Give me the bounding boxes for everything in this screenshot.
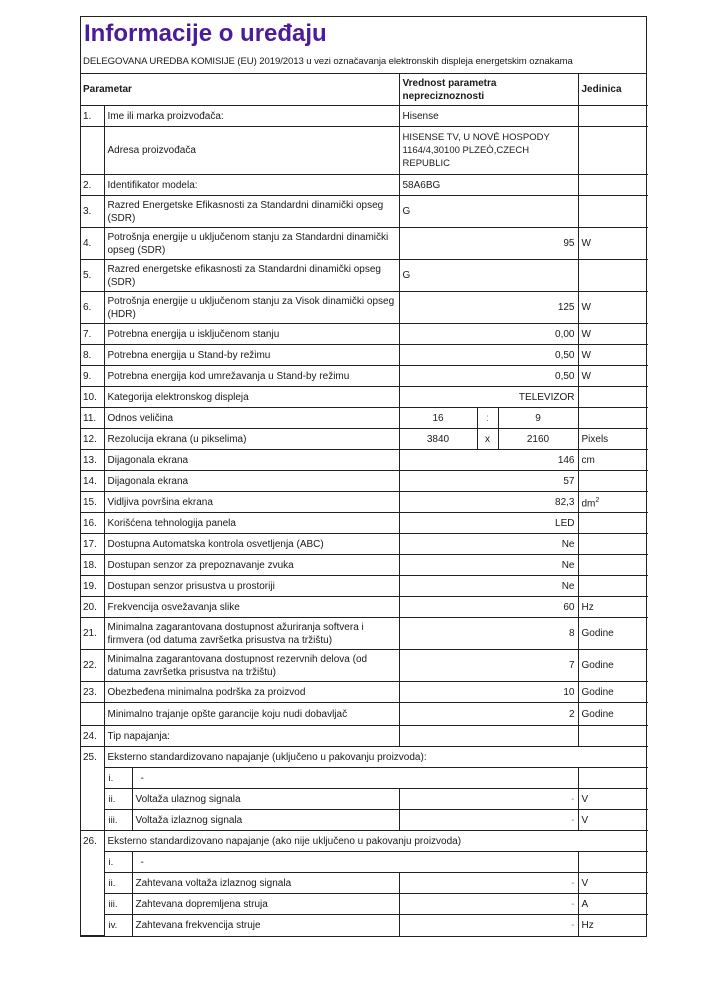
table-row: [81, 597, 648, 618]
row-value: 125: [399, 292, 578, 324]
row-label: Potrebna energija u isključenom stanju: [104, 324, 399, 345]
table-row: [81, 175, 648, 196]
item-unit: V: [578, 810, 648, 831]
row-value: 0,00: [399, 324, 578, 345]
row-unit: Godine: [578, 650, 648, 682]
table-row: [81, 292, 648, 324]
table-row: [81, 260, 648, 292]
row-number: 17.: [81, 534, 104, 555]
item-label: -: [132, 768, 578, 789]
table-row: [81, 492, 648, 513]
table-row: [81, 534, 648, 555]
item-number: iii.: [104, 810, 132, 831]
section-26-item: [81, 852, 648, 873]
row-value: 57: [399, 471, 578, 492]
row-unit: cm: [578, 450, 648, 471]
table-row: [81, 106, 648, 127]
section-26-item: [81, 915, 648, 936]
item-value: -: [399, 873, 578, 894]
row-value: 58A6BG: [399, 175, 578, 196]
row-unit: Godine: [578, 682, 648, 703]
item-number: iii.: [104, 894, 132, 915]
row-value: 2: [399, 703, 578, 726]
item-unit: Hz: [578, 915, 648, 936]
row-value: 146: [399, 450, 578, 471]
resolution-width: 3840: [399, 429, 477, 450]
item-label: Zahtevana dopremljena struja: [132, 894, 399, 915]
item-number: ii.: [104, 789, 132, 810]
row-label: Adresa proizvođača: [104, 127, 399, 175]
row-unit: [578, 408, 648, 429]
row-unit: W: [578, 366, 648, 387]
row-unit: [578, 555, 648, 576]
page-title: Informacije o uređaju: [84, 20, 327, 47]
row-unit: [578, 534, 648, 555]
row-value: [399, 726, 578, 747]
row-label: Rezolucija ekrana (u pikselima): [104, 429, 399, 450]
row-number: 21.: [81, 618, 104, 650]
item-label: Voltaža ulaznog signala: [132, 789, 399, 810]
row-number: 22.: [81, 650, 104, 682]
table-row: [81, 555, 648, 576]
row-value: G: [399, 260, 578, 292]
row-label: Obezbeđena minimalna podrška za proizvod: [104, 682, 399, 703]
row-label: Dostupan senzor za prepoznavanje zvuka: [104, 555, 399, 576]
product-info-sheet: [80, 16, 647, 937]
item-label: Zahtevana frekvencija struje: [132, 915, 399, 936]
item-label: Voltaža izlaznog signala: [132, 810, 399, 831]
row-number: 11.: [81, 408, 104, 429]
item-value: -: [399, 894, 578, 915]
table-row: [81, 576, 648, 597]
section-26-item: [81, 894, 648, 915]
row-number: 8.: [81, 345, 104, 366]
section-26-header-row: [81, 831, 648, 852]
row-number: 9.: [81, 366, 104, 387]
table-row: [81, 127, 648, 175]
row-label: Potrošnja energije u uključenom stanju za Standardni dinamički opseg (SDR): [104, 228, 399, 260]
row-number: 10.: [81, 387, 104, 408]
parameters-table: [81, 74, 648, 936]
aspect-ratio-separator: :: [477, 408, 498, 429]
row-value: Ne: [399, 555, 578, 576]
row-unit: W: [578, 292, 648, 324]
row-number: 2.: [81, 175, 104, 196]
table-row: [81, 726, 648, 747]
row-unit: [578, 387, 648, 408]
row-number: 18.: [81, 555, 104, 576]
resolution-height: 2160: [498, 429, 578, 450]
item-label: -: [132, 852, 578, 873]
table-row: [81, 450, 648, 471]
item-unit: A: [578, 894, 648, 915]
table-row: [81, 387, 648, 408]
item-number: i.: [104, 768, 132, 789]
row-label: Dijagonala ekrana: [104, 450, 399, 471]
row-label: Dostupna Automatska kontrola osvetljenja (ABC): [104, 534, 399, 555]
item-value: -: [399, 915, 578, 936]
row-number: 3.: [81, 196, 104, 228]
aspect-ratio-width: 16: [399, 408, 477, 429]
row-label: Kategorija elektronskog displeja: [104, 387, 399, 408]
item-number: iv.: [104, 915, 132, 936]
row-value: Hisense: [399, 106, 578, 127]
row-value: Ne: [399, 534, 578, 555]
row-label: Dostupan senzor prisustva u prostoriji: [104, 576, 399, 597]
section-25-item: [81, 810, 648, 831]
row-label: Minimalna zagarantovana dostupnost rezervnih delova (od datuma završetka prisustva na tržištu): [104, 650, 399, 682]
row-label: Potrebna energija kod umrežavanja u Stand-by režimu: [104, 366, 399, 387]
row-label: Odnos veličina: [104, 408, 399, 429]
row-label: Vidljiva površina ekrana: [104, 492, 399, 513]
row-value: 8: [399, 618, 578, 650]
row-unit: Pixels: [578, 429, 648, 450]
item-unit: V: [578, 873, 648, 894]
row-number: 13.: [81, 450, 104, 471]
row-unit: Godine: [578, 703, 648, 726]
row-unit: [578, 576, 648, 597]
row-unit: W: [578, 345, 648, 366]
table-row: [81, 471, 648, 492]
row-value: 60: [399, 597, 578, 618]
row-unit: [578, 513, 648, 534]
row-unit: W: [578, 324, 648, 345]
item-unit: [578, 852, 648, 873]
row-label: Korišćena tehnologija panela: [104, 513, 399, 534]
row-number: 6.: [81, 292, 104, 324]
section-25-header-row: [81, 747, 648, 768]
header-value: Vrednost parametra nepreciznoznosti: [399, 74, 578, 106]
table-row: [81, 703, 648, 726]
row-unit: Godine: [578, 618, 648, 650]
row-number: 23.: [81, 682, 104, 703]
row-number: 5.: [81, 260, 104, 292]
row-number: 1.: [81, 106, 104, 127]
row-value: G: [399, 196, 578, 228]
item-label: Zahtevana voltaža izlaznog signala: [132, 873, 399, 894]
table-row: [81, 366, 648, 387]
section-number: 26.: [81, 831, 104, 936]
row-unit: W: [578, 228, 648, 260]
row-label: Potrebna energija u Stand-by režimu: [104, 345, 399, 366]
row-label: Potrošnja energije u uključenom stanju za Visok dinamički opseg (HDR): [104, 292, 399, 324]
row-number: 24.: [81, 726, 104, 747]
row-unit: [578, 492, 648, 513]
row-label: Identifikator modela:: [104, 175, 399, 196]
row-value: Ne: [399, 576, 578, 597]
section-26-item: [81, 873, 648, 894]
row-label: Minimalno trajanje opšte garancije koju nudi dobavljač: [104, 703, 399, 726]
row-value: 7: [399, 650, 578, 682]
row-label: Minimalna zagarantovana dostupnost ažuriranja softvera i firmvera (od datuma završetka prisustva na tržištu): [104, 618, 399, 650]
row-value: HISENSE TV, U NOVÉ HOSPODY 1164/4,30100 PLZEÒ,CZECH REPUBLIC: [399, 127, 578, 175]
header-parameter: Parametar: [81, 74, 399, 106]
table-row: [81, 196, 648, 228]
row-number: 20.: [81, 597, 104, 618]
section-25-item: [81, 789, 648, 810]
row-number: 7.: [81, 324, 104, 345]
row-value: 95: [399, 228, 578, 260]
row-unit: [578, 106, 648, 127]
row-number: [81, 703, 104, 726]
header-unit: Jedinica: [578, 74, 648, 106]
item-value: -: [399, 810, 578, 831]
table-row: [81, 618, 648, 650]
row-unit: Hz: [578, 597, 648, 618]
row-label: Razred Energetske Efikasnosti za Standardni dinamički opseg (SDR): [104, 196, 399, 228]
row-number: 12.: [81, 429, 104, 450]
row-label: Ime ili marka proizvođača:: [104, 106, 399, 127]
row-unit: [578, 196, 648, 228]
row-number: 14.: [81, 471, 104, 492]
resolution-separator: x: [477, 429, 498, 450]
item-unit: V: [578, 789, 648, 810]
item-value: -: [399, 789, 578, 810]
row-value: TELEVIZOR: [399, 387, 578, 408]
table-row: [81, 429, 648, 450]
row-number: 15.: [81, 492, 104, 513]
aspect-ratio-height: 9: [498, 408, 578, 429]
row-value: 0,50: [399, 366, 578, 387]
item-unit: [578, 768, 648, 789]
row-unit: [578, 726, 648, 747]
row-value: 10: [399, 682, 578, 703]
row-unit: [578, 260, 648, 292]
row-label: Tip napajanja:: [104, 726, 399, 747]
row-number: 4.: [81, 228, 104, 260]
section-label: Eksterno standardizovano napajanje (ako nije uključeno u pakovanju proizvoda): [104, 831, 648, 852]
table-row: [81, 513, 648, 534]
row-number: [81, 127, 104, 175]
table-row: [81, 650, 648, 682]
unit-text: dm: [581, 498, 596, 510]
unit-superscript: 2: [595, 496, 600, 504]
table-row: [81, 324, 648, 345]
row-unit: [578, 471, 648, 492]
row-unit: [578, 127, 648, 175]
row-value: 0,50: [399, 345, 578, 366]
row-value: 82,3: [399, 492, 578, 513]
row-value: LED: [399, 513, 578, 534]
table-header-row: [81, 74, 648, 106]
row-unit: [578, 175, 648, 196]
section-number: 25.: [81, 747, 104, 831]
table-row: [81, 228, 648, 260]
row-number: 19.: [81, 576, 104, 597]
table-row: [81, 682, 648, 703]
table-row: [81, 408, 648, 429]
regulation-subtitle: DELEGOVANA UREDBA KOMISIJE (EU) 2019/2013 u vezi označavanja elektronskih displeja energetskim oznakama: [81, 51, 646, 74]
table-row: [81, 345, 648, 366]
row-number: 16.: [81, 513, 104, 534]
item-number: ii.: [104, 873, 132, 894]
section-25-item: [81, 768, 648, 789]
item-number: i.: [104, 852, 132, 873]
row-label: Razred energetske efikasnosti za Standardni dinamički opseg (SDR): [104, 260, 399, 292]
section-label: Eksterno standardizovano napajanje (uključeno u pakovanju proizvoda):: [104, 747, 648, 768]
row-label: Dijagonala ekrana: [104, 471, 399, 492]
row-label: Frekvencija osvežavanja slike: [104, 597, 399, 618]
